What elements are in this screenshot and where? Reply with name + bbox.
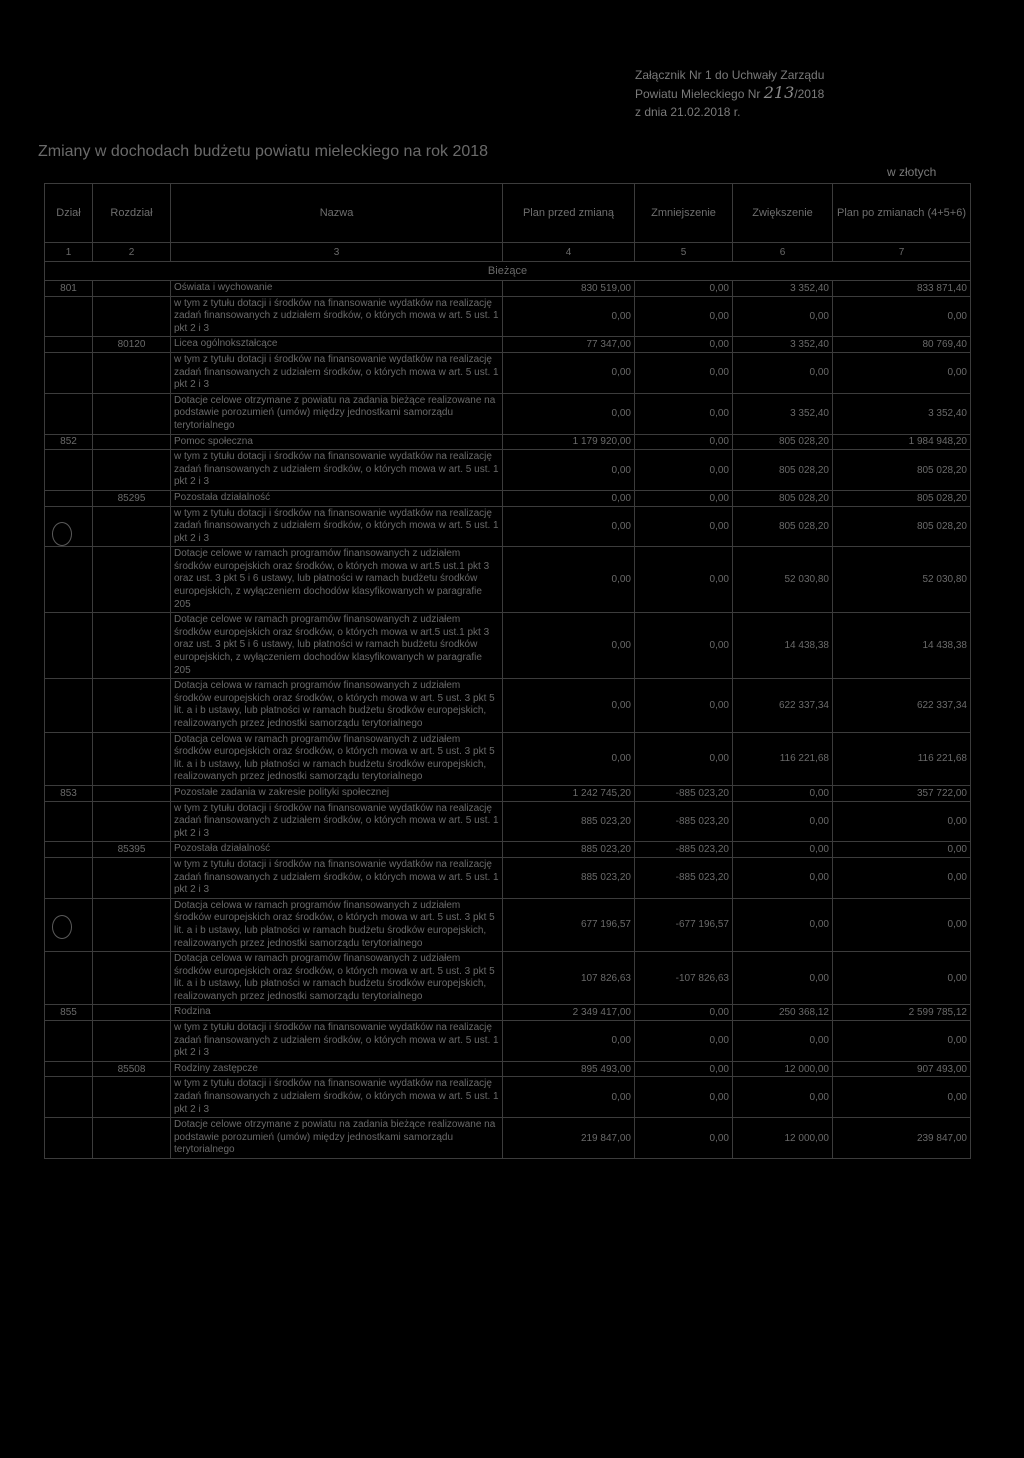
dzial-cell bbox=[45, 732, 93, 785]
table-row bbox=[45, 337, 971, 353]
column-number: 2 bbox=[93, 243, 171, 262]
plan-before-cell: 0,00 bbox=[503, 732, 635, 785]
increase-cell: 805 028,20 bbox=[733, 434, 833, 450]
increase-cell: 0,00 bbox=[733, 898, 833, 951]
rozdzial-cell bbox=[93, 1021, 171, 1062]
plan-after-cell: 1 984 948,20 bbox=[833, 434, 971, 450]
plan-after-cell: 357 722,00 bbox=[833, 785, 971, 801]
dzial-cell bbox=[45, 393, 93, 434]
plan-before-cell: 0,00 bbox=[503, 613, 635, 679]
column-number: 3 bbox=[171, 243, 503, 262]
nazwa-cell: Dotacje celowe otrzymane z powiatu na zadania bieżące realizowane na podstawie porozumień (umów) między jednostkami samorządu terytorialnego bbox=[171, 393, 503, 434]
decrease-cell: 0,00 bbox=[635, 1118, 733, 1159]
nazwa-cell: w tym z tytułu dotacji i środków na finansowanie wydatków na realizację zadań finansowanych z udziałem środków, o których mowa w art. 5 ust. 1 pkt 2 i 3 bbox=[171, 1021, 503, 1062]
decrease-cell: 0,00 bbox=[635, 296, 733, 337]
dzial-cell bbox=[45, 679, 93, 732]
column-number: 7 bbox=[833, 243, 971, 262]
plan-after-cell: 0,00 bbox=[833, 898, 971, 951]
nazwa-cell: Pozostałe zadania w zakresie polityki społecznej bbox=[171, 785, 503, 801]
currency-unit-label: w złotych bbox=[887, 165, 937, 179]
plan-before-cell: 0,00 bbox=[503, 679, 635, 732]
decrease-cell: 0,00 bbox=[635, 679, 733, 732]
plan-after-cell: 0,00 bbox=[833, 296, 971, 337]
increase-cell: 0,00 bbox=[733, 296, 833, 337]
plan-after-cell: 0,00 bbox=[833, 842, 971, 858]
rozdzial-cell: 85395 bbox=[93, 842, 171, 858]
dzial-cell bbox=[45, 1077, 93, 1118]
attachment-header bbox=[635, 66, 824, 121]
table-row bbox=[45, 679, 971, 732]
plan-after-cell: 52 030,80 bbox=[833, 547, 971, 613]
plan-after-cell: 0,00 bbox=[833, 857, 971, 898]
nazwa-cell: Dotacja celowa w ramach programów finansowanych z udziałem środków europejskich oraz środków, o których mowa w art. 5 ust. 3 pkt 5 lit. a i b ustawy, lub płatności w ramach budżetu środków europejskich, realizowanych przez jednostki samorządu terytorialnego bbox=[171, 732, 503, 785]
dzial-cell bbox=[45, 1021, 93, 1062]
dzial-cell bbox=[45, 952, 93, 1005]
rozdzial-cell bbox=[93, 1077, 171, 1118]
attachment-line-3: z dnia 21.02.2018 r. bbox=[635, 105, 741, 119]
increase-cell: 0,00 bbox=[733, 785, 833, 801]
decrease-cell: 0,00 bbox=[635, 1005, 733, 1021]
table-row bbox=[45, 785, 971, 801]
plan-after-cell: 805 028,20 bbox=[833, 490, 971, 506]
plan-after-cell: 116 221,68 bbox=[833, 732, 971, 785]
increase-cell: 0,00 bbox=[733, 1021, 833, 1062]
rozdzial-cell bbox=[93, 547, 171, 613]
plan-after-cell: 14 438,38 bbox=[833, 613, 971, 679]
plan-before-cell: 1 242 745,20 bbox=[503, 785, 635, 801]
nazwa-cell: Dotacja celowa w ramach programów finansowanych z udziałem środków europejskich oraz środków, o których mowa w art. 5 ust. 3 pkt 5 lit. a i b ustawy, lub płatności w ramach budżetu środków europejskich, realizowanych przez jednostki samorządu terytorialnego bbox=[171, 898, 503, 951]
header-dzial: Dział bbox=[45, 184, 93, 243]
decrease-cell: 0,00 bbox=[635, 1021, 733, 1062]
nazwa-cell: w tym z tytułu dotacji i środków na finansowanie wydatków na realizację zadań finansowanych z udziałem środków, o których mowa w art. 5 ust. 1 pkt 2 i 3 bbox=[171, 506, 503, 547]
rozdzial-cell: 80120 bbox=[93, 337, 171, 353]
decrease-cell: -885 023,20 bbox=[635, 785, 733, 801]
increase-cell: 0,00 bbox=[733, 952, 833, 1005]
increase-cell: 622 337,34 bbox=[733, 679, 833, 732]
plan-before-cell: 895 493,00 bbox=[503, 1061, 635, 1077]
table-row bbox=[45, 898, 971, 951]
nazwa-cell: Dotacje celowe w ramach programów finansowanych z udziałem środków europejskich oraz środków, o których mowa w art.5 ust.1 pkt 3 oraz ust. 3 pkt 5 i 6 ustawy, lub płatności w ramach budżetu środków europejskich, z wyłączeniem dochodów klasyfikowanych w paragrafie 205 bbox=[171, 547, 503, 613]
plan-after-cell: 622 337,34 bbox=[833, 679, 971, 732]
nazwa-cell: Rodzina bbox=[171, 1005, 503, 1021]
plan-before-cell: 77 347,00 bbox=[503, 337, 635, 353]
plan-after-cell: 0,00 bbox=[833, 1077, 971, 1118]
increase-cell: 116 221,68 bbox=[733, 732, 833, 785]
nazwa-cell: w tym z tytułu dotacji i środków na finansowanie wydatków na realizację zadań finansowanych z udziałem środków, o których mowa w art. 5 ust. 1 pkt 2 i 3 bbox=[171, 857, 503, 898]
rozdzial-cell bbox=[93, 434, 171, 450]
decrease-cell: 0,00 bbox=[635, 1061, 733, 1077]
plan-after-cell: 2 599 785,12 bbox=[833, 1005, 971, 1021]
plan-before-cell: 885 023,20 bbox=[503, 842, 635, 858]
attachment-line-1: Załącznik Nr 1 do Uchwały Zarządu bbox=[635, 68, 825, 82]
decrease-cell: 0,00 bbox=[635, 434, 733, 450]
dzial-cell: 853 bbox=[45, 785, 93, 801]
decrease-cell: -885 023,20 bbox=[635, 857, 733, 898]
plan-before-cell: 0,00 bbox=[503, 506, 635, 547]
rozdzial-cell bbox=[93, 352, 171, 393]
rozdzial-cell bbox=[93, 857, 171, 898]
dzial-cell bbox=[45, 490, 93, 506]
section-row bbox=[45, 262, 971, 281]
increase-cell: 52 030,80 bbox=[733, 547, 833, 613]
decrease-cell: 0,00 bbox=[635, 1077, 733, 1118]
attachment-resolution-prefix: Powiatu Mieleckiego Nr bbox=[635, 87, 761, 101]
decrease-cell: -677 196,57 bbox=[635, 898, 733, 951]
nazwa-cell: w tym z tytułu dotacji i środków na finansowanie wydatków na realizację zadań finansowanych z udziałem środków, o których mowa w art. 5 ust. 1 pkt 2 i 3 bbox=[171, 450, 503, 491]
dzial-cell bbox=[45, 1118, 93, 1159]
decrease-cell: 0,00 bbox=[635, 281, 733, 297]
plan-before-cell: 0,00 bbox=[503, 1021, 635, 1062]
plan-after-cell: 80 769,40 bbox=[833, 337, 971, 353]
decrease-cell: 0,00 bbox=[635, 352, 733, 393]
plan-after-cell: 805 028,20 bbox=[833, 450, 971, 491]
attachment-line-2 bbox=[635, 84, 824, 103]
plan-before-cell: 0,00 bbox=[503, 393, 635, 434]
plan-before-cell: 0,00 bbox=[503, 352, 635, 393]
table-row bbox=[45, 352, 971, 393]
decrease-cell: 0,00 bbox=[635, 337, 733, 353]
column-number: 5 bbox=[635, 243, 733, 262]
dzial-cell bbox=[45, 296, 93, 337]
dzial-cell bbox=[45, 613, 93, 679]
table-row bbox=[45, 1005, 971, 1021]
plan-before-cell: 677 196,57 bbox=[503, 898, 635, 951]
increase-cell: 805 028,20 bbox=[733, 490, 833, 506]
dzial-cell bbox=[45, 450, 93, 491]
column-number: 6 bbox=[733, 243, 833, 262]
table-row bbox=[45, 857, 971, 898]
plan-before-cell: 219 847,00 bbox=[503, 1118, 635, 1159]
table-row bbox=[45, 506, 971, 547]
decrease-cell: 0,00 bbox=[635, 613, 733, 679]
plan-before-cell: 0,00 bbox=[503, 490, 635, 506]
rozdzial-cell bbox=[93, 450, 171, 491]
increase-cell: 3 352,40 bbox=[733, 337, 833, 353]
dzial-cell bbox=[45, 506, 93, 547]
nazwa-cell: Dotacje celowe w ramach programów finansowanych z udziałem środków europejskich oraz środków, o których mowa w art.5 ust.1 pkt 3 oraz ust. 3 pkt 5 i 6 ustawy, lub płatności w ramach budżetu środków europejskich, z wyłączeniem dochodów klasyfikowanych w paragrafie 205 bbox=[171, 613, 503, 679]
nazwa-cell: Pomoc społeczna bbox=[171, 434, 503, 450]
plan-after-cell: 239 847,00 bbox=[833, 1118, 971, 1159]
header-plan-after: Plan po zmianach (4+5+6) bbox=[833, 184, 971, 243]
rozdzial-cell bbox=[93, 732, 171, 785]
dzial-cell: 852 bbox=[45, 434, 93, 450]
increase-cell: 14 438,38 bbox=[733, 613, 833, 679]
table-row bbox=[45, 450, 971, 491]
plan-before-cell: 830 519,00 bbox=[503, 281, 635, 297]
header-plan-before: Plan przed zmianą bbox=[503, 184, 635, 243]
table-row bbox=[45, 1077, 971, 1118]
increase-cell: 805 028,20 bbox=[733, 450, 833, 491]
plan-before-cell: 2 349 417,00 bbox=[503, 1005, 635, 1021]
table-row bbox=[45, 732, 971, 785]
resolution-number-handwritten: 213 bbox=[763, 83, 795, 102]
table-row bbox=[45, 801, 971, 842]
rozdzial-cell bbox=[93, 1005, 171, 1021]
nazwa-cell: Dotacja celowa w ramach programów finansowanych z udziałem środków europejskich oraz środków, o których mowa w art. 5 ust. 3 pkt 5 lit. a i b ustawy, lub płatności w ramach budżetu środków europejskich, realizowanych przez jednostki samorządu terytorialnego bbox=[171, 952, 503, 1005]
plan-before-cell: 107 826,63 bbox=[503, 952, 635, 1005]
table-row bbox=[45, 613, 971, 679]
dzial-cell bbox=[45, 842, 93, 858]
attachment-resolution-suffix: /2018 bbox=[794, 87, 825, 101]
plan-after-cell: 833 871,40 bbox=[833, 281, 971, 297]
decrease-cell: -107 826,63 bbox=[635, 952, 733, 1005]
nazwa-cell: Pozostała działalność bbox=[171, 842, 503, 858]
nazwa-cell: w tym z tytułu dotacji i środków na finansowanie wydatków na realizację zadań finansowanych z udziałem środków, o których mowa w art. 5 ust. 1 pkt 2 i 3 bbox=[171, 352, 503, 393]
dzial-cell bbox=[45, 1061, 93, 1077]
nazwa-cell: Oświata i wychowanie bbox=[171, 281, 503, 297]
increase-cell: 0,00 bbox=[733, 1077, 833, 1118]
rozdzial-cell bbox=[93, 801, 171, 842]
dzial-cell: 801 bbox=[45, 281, 93, 297]
plan-after-cell: 0,00 bbox=[833, 1021, 971, 1062]
table-row bbox=[45, 1061, 971, 1077]
decrease-cell: 0,00 bbox=[635, 393, 733, 434]
plan-before-cell: 885 023,20 bbox=[503, 801, 635, 842]
rozdzial-cell bbox=[93, 613, 171, 679]
dzial-cell bbox=[45, 857, 93, 898]
increase-cell: 12 000,00 bbox=[733, 1061, 833, 1077]
table-row bbox=[45, 281, 971, 297]
plan-before-cell: 1 179 920,00 bbox=[503, 434, 635, 450]
table-row bbox=[45, 434, 971, 450]
plan-before-cell: 0,00 bbox=[503, 296, 635, 337]
decrease-cell: 0,00 bbox=[635, 547, 733, 613]
increase-cell: 12 000,00 bbox=[733, 1118, 833, 1159]
decrease-cell: -885 023,20 bbox=[635, 842, 733, 858]
document-title: Zmiany w dochodach budżetu powiatu mieleckiego na rok 2018 bbox=[38, 143, 489, 160]
header-rozdzial: Rozdział bbox=[93, 184, 171, 243]
dzial-cell bbox=[45, 801, 93, 842]
increase-cell: 3 352,40 bbox=[733, 393, 833, 434]
plan-after-cell: 0,00 bbox=[833, 952, 971, 1005]
plan-after-cell: 0,00 bbox=[833, 352, 971, 393]
table-row bbox=[45, 393, 971, 434]
increase-cell: 0,00 bbox=[733, 842, 833, 858]
nazwa-cell: Pozostała działalność bbox=[171, 490, 503, 506]
header-decrease: Zmniejszenie bbox=[635, 184, 733, 243]
plan-before-cell: 885 023,20 bbox=[503, 857, 635, 898]
dzial-cell bbox=[45, 352, 93, 393]
increase-cell: 3 352,40 bbox=[733, 281, 833, 297]
increase-cell: 805 028,20 bbox=[733, 506, 833, 547]
decrease-cell: -885 023,20 bbox=[635, 801, 733, 842]
increase-cell: 0,00 bbox=[733, 352, 833, 393]
nazwa-cell: Dotacja celowa w ramach programów finansowanych z udziałem środków europejskich oraz środków, o których mowa w art. 5 ust. 3 pkt 5 lit. a i b ustawy, lub płatności w ramach budżetu środków europejskich, realizowanych przez jednostki samorządu terytorialnego bbox=[171, 679, 503, 732]
column-number-row bbox=[45, 243, 971, 262]
increase-cell: 0,00 bbox=[733, 801, 833, 842]
nazwa-cell: w tym z tytułu dotacji i środków na finansowanie wydatków na realizację zadań finansowanych z udziałem środków, o których mowa w art. 5 ust. 1 pkt 2 i 3 bbox=[171, 801, 503, 842]
plan-after-cell: 805 028,20 bbox=[833, 506, 971, 547]
header-increase: Zwiększenie bbox=[733, 184, 833, 243]
table-row bbox=[45, 842, 971, 858]
table-row bbox=[45, 296, 971, 337]
decrease-cell: 0,00 bbox=[635, 490, 733, 506]
table-row bbox=[45, 490, 971, 506]
plan-after-cell: 907 493,00 bbox=[833, 1061, 971, 1077]
rozdzial-cell: 85508 bbox=[93, 1061, 171, 1077]
decrease-cell: 0,00 bbox=[635, 732, 733, 785]
rozdzial-cell: 85295 bbox=[93, 490, 171, 506]
dzial-cell bbox=[45, 547, 93, 613]
section-label: Bieżące bbox=[45, 262, 971, 281]
nazwa-cell: Rodziny zastępcze bbox=[171, 1061, 503, 1077]
nazwa-cell: w tym z tytułu dotacji i środków na finansowanie wydatków na realizację zadań finansowanych z udziałem środków, o których mowa w art. 5 ust. 1 pkt 2 i 3 bbox=[171, 296, 503, 337]
rozdzial-cell bbox=[93, 506, 171, 547]
nazwa-cell: Licea ogólnokształcące bbox=[171, 337, 503, 353]
rozdzial-cell bbox=[93, 296, 171, 337]
table-row bbox=[45, 1021, 971, 1062]
dzial-cell bbox=[45, 337, 93, 353]
table-row bbox=[45, 952, 971, 1005]
rozdzial-cell bbox=[93, 1118, 171, 1159]
increase-cell: 0,00 bbox=[733, 857, 833, 898]
table-row bbox=[45, 547, 971, 613]
decrease-cell: 0,00 bbox=[635, 506, 733, 547]
table-header-row bbox=[45, 184, 971, 243]
plan-before-cell: 0,00 bbox=[503, 1077, 635, 1118]
rozdzial-cell bbox=[93, 281, 171, 297]
column-number: 4 bbox=[503, 243, 635, 262]
header-nazwa: Nazwa bbox=[171, 184, 503, 243]
rozdzial-cell bbox=[93, 393, 171, 434]
decrease-cell: 0,00 bbox=[635, 450, 733, 491]
increase-cell: 250 368,12 bbox=[733, 1005, 833, 1021]
rozdzial-cell bbox=[93, 679, 171, 732]
rozdzial-cell bbox=[93, 785, 171, 801]
table-row bbox=[45, 1118, 971, 1159]
plan-before-cell: 0,00 bbox=[503, 450, 635, 491]
column-number: 1 bbox=[45, 243, 93, 262]
budget-changes-table bbox=[44, 183, 971, 1159]
plan-after-cell: 3 352,40 bbox=[833, 393, 971, 434]
dzial-cell bbox=[45, 898, 93, 951]
nazwa-cell: w tym z tytułu dotacji i środków na finansowanie wydatków na realizację zadań finansowanych z udziałem środków, o których mowa w art. 5 ust. 1 pkt 2 i 3 bbox=[171, 1077, 503, 1118]
plan-before-cell: 0,00 bbox=[503, 547, 635, 613]
rozdzial-cell bbox=[93, 898, 171, 951]
plan-after-cell: 0,00 bbox=[833, 801, 971, 842]
rozdzial-cell bbox=[93, 952, 171, 1005]
nazwa-cell: Dotacje celowe otrzymane z powiatu na zadania bieżące realizowane na podstawie porozumień (umów) między jednostkami samorządu terytorialnego bbox=[171, 1118, 503, 1159]
dzial-cell: 855 bbox=[45, 1005, 93, 1021]
